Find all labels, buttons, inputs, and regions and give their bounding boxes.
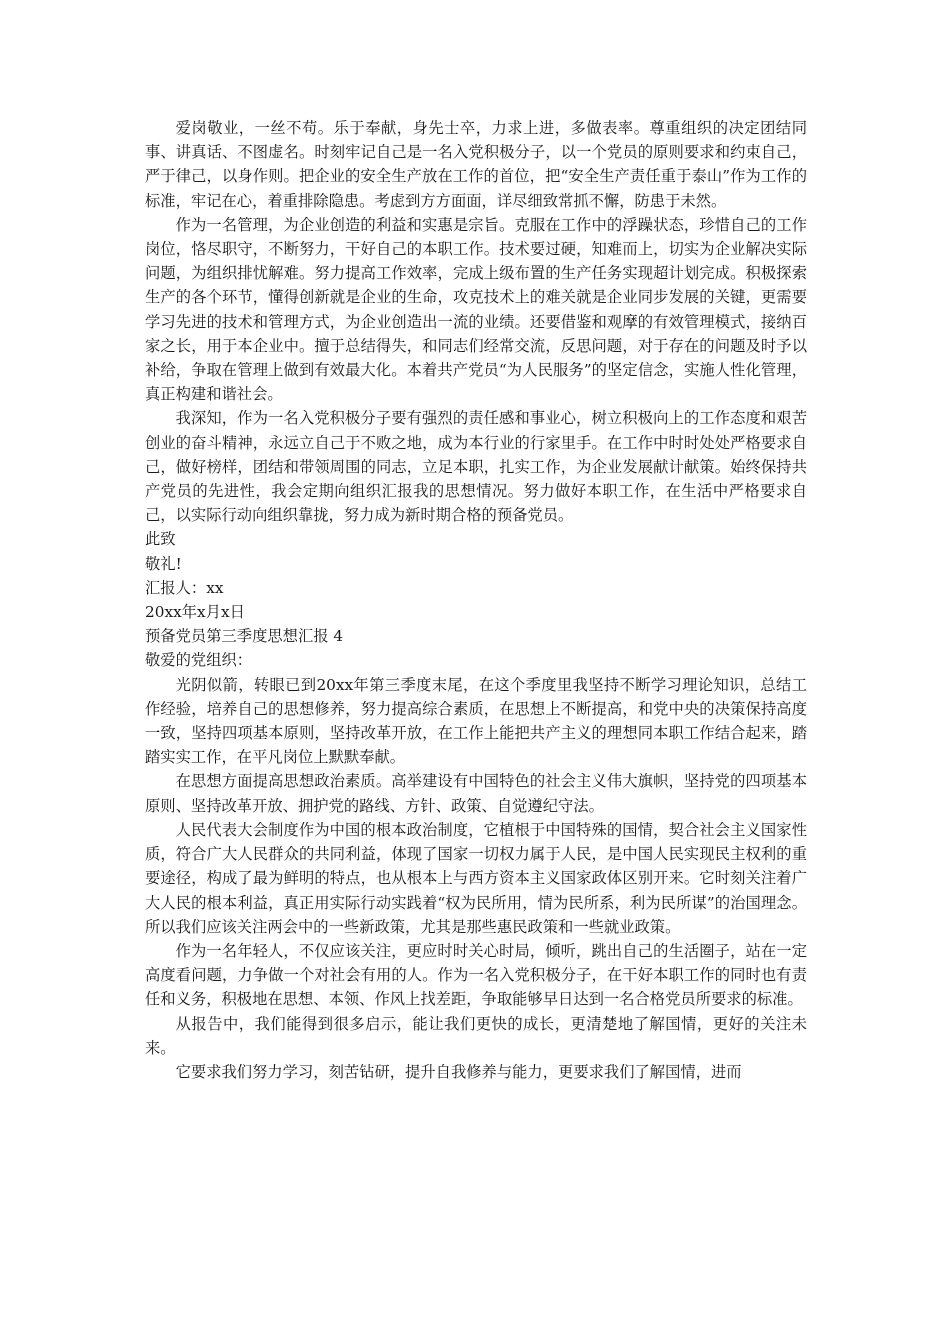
body-paragraph: 爱岗敬业，一丝不苟。乐于奉献，身先士卒，力求上进，多做表率。尊重组织的决定团结同事、讲真话、不图虚名。时刻牢记自己是一名入党积极分子，以一个党员的原则要求和约束自己，严于律己，以身作则。把企业的安全生产放在工作的首位，把“安全生产责任重于泰山”作为工作的标准，牢记在心，着重排除隐患。考虑到方方面面，详尽细致常抓不懈，防患于未然。 <box>145 119 807 210</box>
body-paragraph: 从报告中，我们能得到很多启示，能让我们更快的成长，更清楚地了解国情，更好的关注未来。 <box>145 1014 807 1057</box>
reporter-signature: 汇报人：xx <box>145 578 224 597</box>
document-body <box>145 116 807 1084</box>
body-paragraph: 作为一名管理，为企业创造的利益和实惠是宗旨。克服在工作中的浮躁状态，珍惜自己的工作岗位，恪尽职守，不断努力，干好自己的本职工作。技术要过硬，知难而上，切实为企业解决实际问题，为组织排忧解难。努力提高工作效率，完成上级布置的生产任务实现超计划完成。积极探索生产的各个环节，懂得创新就是企业的生命，攻克技术上的难关就是企业同步发展的关键，更需要学习先进的技术和管理方式，为企业创造出一流的业绩。还要借鉴和观摩的有效管理模式，接纳百家之长，用于本企业中。擅于总结得失，和同志们经常交流，反思问题，对于存在的问题及时予以补给，争取在管理上做到有效最大化。本着共产党员“为人民服务”的坚定信念，实施人性化管理，真正构建和谐社会。 <box>145 215 807 404</box>
body-paragraph: 它要求我们努力学习，刻苦钻研，提升自我修养与能力，更要求我们了解国情，进而 <box>175 1062 742 1081</box>
section-title: 预备党员第三季度思想汇报 4 <box>145 627 344 646</box>
body-paragraph: 光阴似箭，转眼已到20xx年第三季度末尾，在这个季度里我坚持不断学习理论知识，总结工作经验，培养自己的思想修养，努力提高综合素质，在思想上不断提高，和党中央的决策保持高度一致，坚持四项基本原则，坚持改革开放，在工作上能把共产主义的理想同本职工作结合起来，踏踏实实工作，在平凡岗位上默默奉献。 <box>145 675 807 767</box>
body-paragraph: 人民代表大会制度作为中国的根本政治制度，它植根于中国特殊的国情，契合社会主义国家性质，符合广大人民群众的共同利益，体现了国家一切权力属于人民，是中国人民实现民主权利的重要途径，构成了最为鲜明的特点，也从根本上与西方资本主义国家政体区别开来。它时刻关注着广大人民的根本利益，真正用实际行动实践着“权为民所用，情为民所系，利为民所谋”的治国理念。所以我们应该关注两会中的一些新政策，尤其是那些惠民政策和一些就业政策。 <box>145 820 807 936</box>
closing-line: 此致 <box>145 530 176 549</box>
salutation: 敬爱的党组织： <box>145 651 253 670</box>
closing-salute: 敬礼! <box>145 554 182 573</box>
report-date: 20xx年x月x日 <box>145 603 245 622</box>
body-paragraph: 作为一名年轻人，不仅应该关注，更应时时关心时局，倾听，跳出自己的生活圈子，站在一定高度看问题，力争做一个对社会有用的人。作为一名入党积极分子，在干好本职工作的同时也有责任和义务，积极地在思想、本领、作风上找差距，争取能够早日达到一名合格党员所要求的标准。 <box>145 941 807 1009</box>
body-paragraph: 在思想方面提高思想政治素质。高举建设有中国特色的社会主义伟大旗帜，坚持党的四项基本原则、坚持改革开放、拥护党的路线、方针、政策、自觉遵纪守法。 <box>145 772 807 815</box>
body-paragraph: 我深知，作为一名入党积极分子要有强烈的责任感和事业心，树立积极向上的工作态度和艰苦创业的奋斗精神，永远立自己于不败之地，成为本行业的行家里手。在工作中时时处处严格要求自己，做好榜样，团结和带领周围的同志，立足本职，扎实工作，为企业发展献计献策。始终保持共产党员的先进性，我会定期向组织汇报我的思想情况。努力做好本职工作，在生活中严格要求自己，以实际行动向组织靠拢，努力成为新时期合格的预备党员。 <box>145 409 807 525</box>
